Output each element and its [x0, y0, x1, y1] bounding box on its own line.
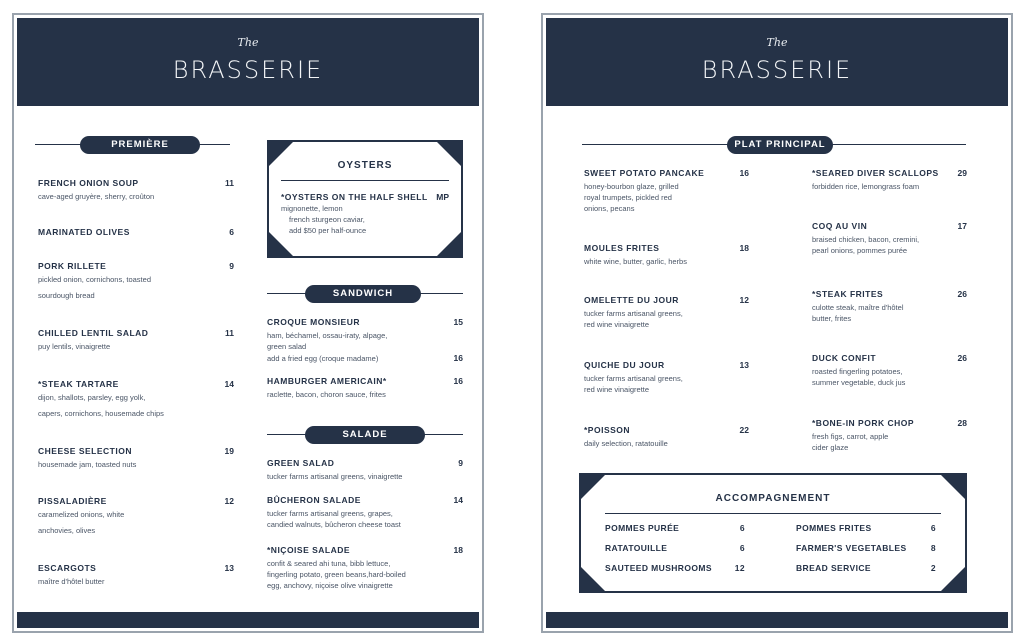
oysters-box — [267, 140, 463, 258]
item-desc: ham, béchamel, ossau-iraty, alpage, — [267, 331, 388, 340]
item-desc: tucker farms artisanal greens, vinaigrette — [267, 472, 403, 481]
item-name: CROQUE MONSIEUR — [267, 317, 360, 327]
menu-item — [38, 496, 234, 536]
item-desc: white wine, butter, garlic, herbs — [584, 257, 687, 266]
item-name: *BONE-IN PORK CHOP — [812, 418, 915, 428]
item-desc: honey-bourbon glaze, grilled — [584, 182, 679, 191]
item-price: 14 — [224, 379, 234, 389]
brand-the: The — [237, 36, 259, 49]
item-name: CHEESE SELECTION — [38, 446, 132, 456]
item-price: 9 — [229, 261, 234, 271]
sides-title: ACCOMPAGNEMENT — [715, 493, 831, 504]
brand-name: BRASSERIE — [172, 56, 324, 84]
menu-item — [38, 227, 234, 237]
item-desc: cider glaze — [812, 443, 849, 452]
menu-page-left — [12, 13, 484, 633]
side-item — [605, 543, 745, 553]
item-name: *STEAK FRITES — [812, 289, 884, 299]
item-name: MARINATED OLIVES — [38, 227, 130, 237]
item-price: 12 — [734, 563, 745, 573]
menu-item — [584, 360, 749, 395]
item-name: POMMES PURÉE — [605, 523, 680, 533]
corner-ornament — [941, 567, 965, 591]
section-title: PLAT PRINCIPAL — [727, 136, 833, 154]
section-title: SANDWICH — [305, 285, 421, 303]
section-title: PREMIÈRE — [80, 136, 200, 154]
item-name: DUCK CONFIT — [812, 353, 877, 363]
menu-item — [38, 178, 234, 202]
addon-price: 16 — [453, 353, 463, 363]
menu-item — [267, 458, 463, 482]
menu-item — [267, 376, 463, 400]
side-item — [796, 543, 936, 553]
item-desc: capers, cornichons, housemade chips — [38, 409, 164, 418]
section-title: SALADE — [305, 426, 425, 444]
menu-item — [38, 446, 234, 470]
item-name: FRENCH ONION SOUP — [38, 178, 139, 188]
item-desc: pickled onion, cornichons, toasted — [38, 275, 151, 284]
item-desc: roasted fingerling potatoes, — [812, 367, 903, 376]
item-name: *STEAK TARTARE — [38, 379, 119, 389]
item-price: 6 — [739, 523, 745, 533]
side-item — [796, 523, 936, 533]
item-name: *SEARED DIVER SCALLOPS — [812, 168, 939, 178]
item-name: *POISSON — [584, 425, 631, 435]
item-desc: onions, pecans — [584, 204, 635, 213]
item-price: 16 — [453, 376, 463, 386]
item-price: 8 — [930, 543, 936, 553]
menu-item — [267, 317, 463, 364]
footer-bar — [17, 612, 479, 628]
item-name: FARMER'S VEGETABLES — [796, 543, 907, 553]
item-price: 26 — [957, 289, 967, 299]
item-price: 19 — [224, 446, 234, 456]
section-sandwich-header — [267, 285, 463, 303]
menu-item — [38, 328, 234, 352]
divider — [281, 180, 449, 181]
item-price: 18 — [739, 243, 749, 253]
item-price: 12 — [739, 295, 749, 305]
item-desc: caramelized onions, white — [38, 510, 125, 519]
item-name: SAUTEED MUSHROOMS — [605, 563, 712, 573]
item-name: SWEET POTATO PANCAKE — [584, 168, 705, 178]
item-name: *NIÇOISE SALADE — [267, 545, 351, 555]
item-name: COQ AU VIN — [812, 221, 868, 231]
item-price: 14 — [453, 495, 463, 505]
item-desc: french sturgeon caviar, — [289, 215, 365, 224]
item-desc: mignonette, lemon — [281, 204, 343, 213]
item-desc: summer vegetable, duck jus — [812, 378, 906, 387]
item-name: ESCARGOTS — [38, 563, 97, 573]
item-name: BÛCHERON SALADE — [267, 495, 361, 505]
brand-the: The — [766, 36, 788, 49]
item-name: GREEN SALAD — [267, 458, 335, 468]
section-salade-header — [267, 426, 463, 444]
item-desc: add $50 per half-ounce — [289, 226, 367, 235]
header-left — [17, 18, 479, 106]
menu-item — [812, 221, 967, 256]
item-price: 2 — [930, 563, 936, 573]
brand-name: BRASSERIE — [701, 56, 853, 84]
item-desc: tucker farms artisanal greens, grapes, — [267, 509, 393, 518]
divider — [605, 513, 941, 514]
side-item — [605, 563, 745, 573]
item-desc: housemade jam, toasted nuts — [38, 460, 137, 469]
item-name: CHILLED LENTIL SALAD — [38, 328, 149, 338]
sides-box — [579, 473, 967, 593]
item-desc: egg, anchovy, niçoise olive vinaigrette — [267, 581, 393, 590]
item-desc: culotte steak, maître d'hôtel — [812, 303, 904, 312]
item-desc: red wine vinaigrette — [584, 320, 650, 329]
item-desc: fingerling potato, green beans,hard-boiled — [267, 570, 406, 579]
header-right — [546, 18, 1008, 106]
menu-item — [267, 495, 463, 530]
menu-item — [38, 563, 234, 587]
menu-page-right — [541, 13, 1013, 633]
item-price: 12 — [224, 496, 234, 506]
item-desc: green salad — [267, 342, 307, 351]
item-desc: butter, frites — [812, 314, 852, 323]
item-desc: fresh figs, carrot, apple — [812, 432, 889, 441]
item-price: 6 — [739, 543, 745, 553]
item-price: 13 — [224, 563, 234, 573]
item-desc: confit & seared ahi tuna, bibb lettuce, — [267, 559, 391, 568]
item-addon — [267, 353, 463, 364]
item-name: HAMBURGER AMERICAIN* — [267, 376, 387, 386]
item-name: *OYSTERS ON THE HALF SHELL — [281, 192, 428, 202]
item-price: 22 — [739, 425, 749, 435]
item-desc: dijon, shallots, parsley, egg yolk, — [38, 393, 146, 402]
item-name: PISSALADIÈRE — [38, 496, 107, 506]
item-name: POMMES FRITES — [796, 523, 872, 533]
section-plat-header — [582, 136, 966, 154]
item-price: 6 — [229, 227, 234, 237]
menu-item — [584, 425, 749, 449]
menu-item — [584, 295, 749, 330]
item-name: RATATOUILLE — [605, 543, 668, 553]
menu-item — [584, 168, 749, 214]
item-desc: puy lentils, vinaigrette — [38, 342, 111, 351]
item-price: 29 — [957, 168, 967, 178]
item-name: OMELETTE DU JOUR — [584, 295, 679, 305]
item-price: 16 — [739, 168, 749, 178]
menu-item — [812, 289, 967, 324]
item-desc: maître d'hôtel butter — [38, 577, 105, 586]
item-price: 18 — [453, 545, 463, 555]
item-desc: tucker farms artisanal greens, — [584, 309, 683, 318]
item-desc: red wine vinaigrette — [584, 385, 650, 394]
item-price: 11 — [225, 178, 234, 188]
side-item — [796, 563, 936, 573]
addon-text: add a fried egg (croque madame) — [267, 354, 379, 363]
item-price: 11 — [225, 328, 234, 338]
item-desc: candied walnuts, bûcheron cheese toast — [267, 520, 401, 529]
item-desc: royal trumpets, pickled red — [584, 193, 672, 202]
item-desc: braised chicken, bacon, cremini, — [812, 235, 920, 244]
menu-item — [281, 192, 449, 236]
item-desc: pearl onions, pommes purée — [812, 246, 908, 255]
item-desc: raclette, bacon, choron sauce, frites — [267, 390, 386, 399]
item-price: MP — [436, 192, 449, 202]
item-desc: daily selection, ratatouille — [584, 439, 668, 448]
item-price: 9 — [458, 458, 463, 468]
section-premiere-header — [35, 136, 230, 154]
menu-item — [584, 243, 749, 267]
item-desc: tucker farms artisanal greens, — [584, 374, 683, 383]
item-name: MOULES FRITES — [584, 243, 660, 253]
menu-item — [812, 168, 967, 192]
corner-ornament — [581, 567, 605, 591]
item-price: 13 — [739, 360, 749, 370]
menu-item — [38, 379, 234, 419]
item-price: 17 — [957, 221, 967, 231]
item-price: 28 — [957, 418, 967, 428]
item-name: BREAD SERVICE — [796, 563, 871, 573]
item-price: 6 — [930, 523, 936, 533]
item-desc: sourdough bread — [38, 291, 95, 300]
item-desc: forbidden rice, lemongrass foam — [812, 182, 920, 191]
footer-bar — [546, 612, 1008, 628]
menu-item — [812, 353, 967, 388]
item-price: 26 — [957, 353, 967, 363]
menu-item — [38, 261, 234, 301]
item-name: QUICHE DU JOUR — [584, 360, 665, 370]
item-desc: cave-aged gruyère, sherry, croûton — [38, 192, 155, 201]
item-price: 15 — [453, 317, 463, 327]
menu-item — [267, 545, 463, 591]
menu-item — [812, 418, 967, 453]
side-item — [605, 523, 745, 533]
item-desc: anchovies, olives — [38, 526, 96, 535]
item-name: PORK RILLETE — [38, 261, 107, 271]
oysters-title: OYSTERS — [337, 160, 393, 171]
